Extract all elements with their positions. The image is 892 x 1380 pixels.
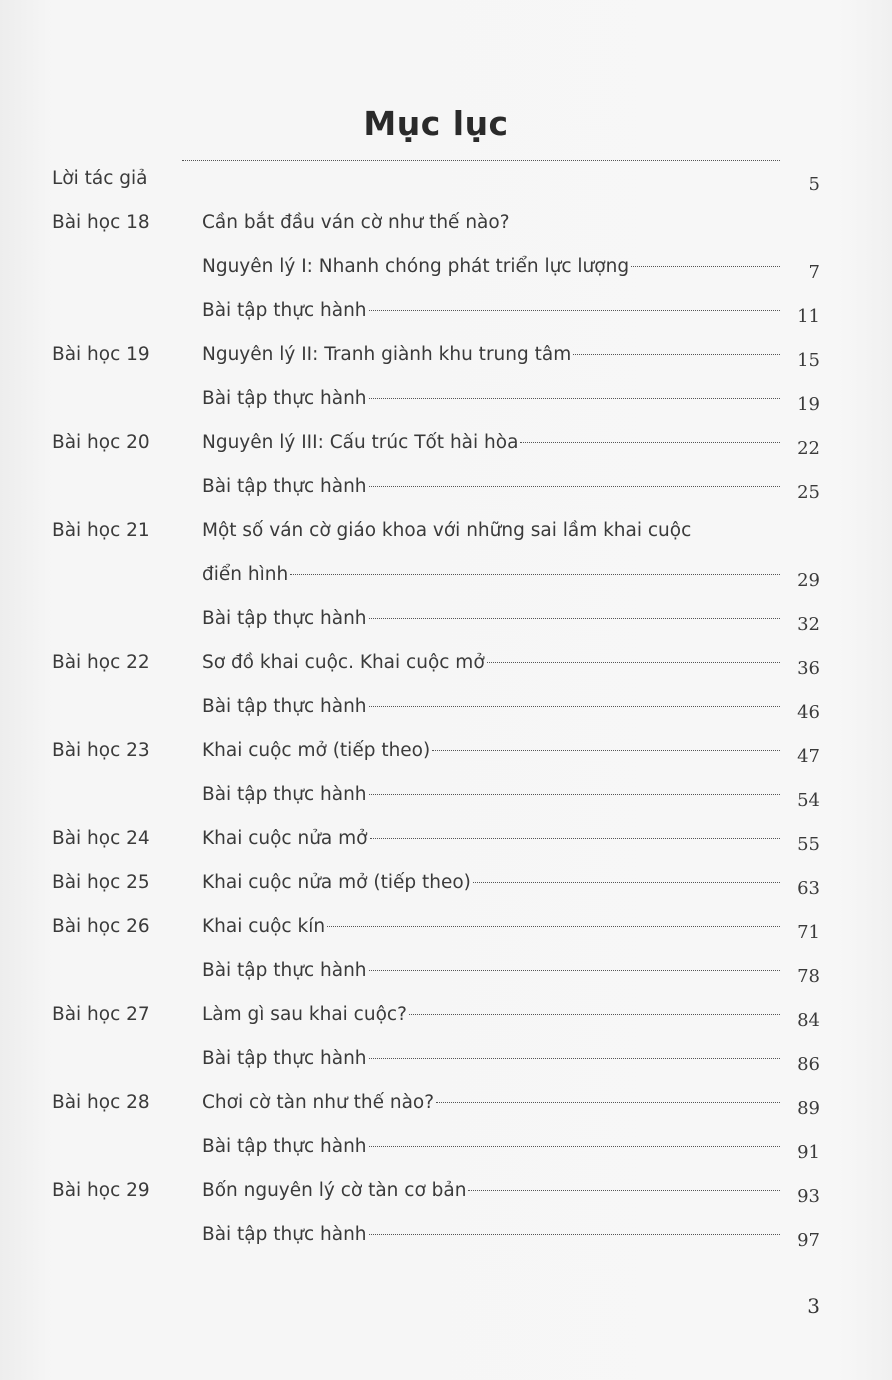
toc-row bbox=[0, 824, 892, 854]
toc-row bbox=[0, 428, 892, 458]
toc-entry bbox=[202, 1088, 782, 1118]
toc-row bbox=[0, 340, 892, 370]
dot-leader bbox=[327, 925, 780, 927]
toc-entry bbox=[202, 516, 782, 546]
toc-page-number: 36 bbox=[797, 658, 820, 679]
toc-page-number: 84 bbox=[797, 1010, 820, 1031]
toc-entry-title: Khai cuộc mở (tiếp theo) bbox=[202, 740, 431, 761]
page-number: 3 bbox=[807, 1294, 820, 1318]
toc-lesson-label: Bài học 21 bbox=[52, 520, 150, 541]
toc-entry-title: điển hình bbox=[202, 564, 289, 585]
dot-leader bbox=[573, 353, 780, 355]
toc-page-number: 47 bbox=[797, 746, 820, 767]
toc-entry bbox=[202, 560, 782, 590]
toc-entry-title: Làm gì sau khai cuộc? bbox=[202, 1004, 407, 1025]
toc-page-number: 78 bbox=[797, 966, 820, 987]
toc-page-number: 25 bbox=[797, 482, 820, 503]
toc-entry-title: Khai cuộc kín bbox=[202, 916, 326, 937]
toc-entry bbox=[180, 164, 782, 166]
toc-page-number: 55 bbox=[797, 834, 820, 855]
toc-entry bbox=[202, 340, 782, 370]
toc-lesson-label: Bài học 28 bbox=[52, 1092, 150, 1113]
toc-lesson-label: Bài học 24 bbox=[52, 828, 150, 849]
toc-row bbox=[0, 1000, 892, 1030]
dot-leader bbox=[369, 485, 780, 487]
dot-leader bbox=[487, 661, 780, 663]
toc-row bbox=[0, 780, 892, 810]
toc-page-number: 97 bbox=[797, 1230, 820, 1251]
toc-page-number: 89 bbox=[797, 1098, 820, 1119]
toc-row bbox=[0, 912, 892, 942]
toc-entry bbox=[202, 780, 782, 810]
toc-entry bbox=[202, 692, 782, 722]
toc-row bbox=[0, 1220, 892, 1250]
toc-row bbox=[0, 1088, 892, 1118]
toc-row bbox=[0, 956, 892, 986]
toc-entry bbox=[202, 868, 782, 898]
toc-entry bbox=[202, 208, 782, 238]
toc-entry bbox=[202, 1044, 782, 1074]
toc-entry bbox=[202, 956, 782, 986]
toc-entry-title: Bài tập thực hành bbox=[202, 784, 367, 805]
toc-entry-title: Chơi cờ tàn như thế nào? bbox=[202, 1092, 435, 1113]
toc-entry-title: Bài tập thực hành bbox=[202, 1136, 367, 1157]
toc-row bbox=[0, 384, 892, 414]
toc-page-number: 91 bbox=[797, 1142, 820, 1163]
dot-leader bbox=[369, 1145, 780, 1147]
toc-entry-title: Bài tập thực hành bbox=[202, 1048, 367, 1069]
dot-leader bbox=[468, 1189, 780, 1191]
toc-entry-title: Bài tập thực hành bbox=[202, 960, 367, 981]
toc-entry-title: Sơ đồ khai cuộc. Khai cuộc mở bbox=[202, 652, 485, 673]
toc-page-number: 29 bbox=[797, 570, 820, 591]
toc-entry-title: Bốn nguyên lý cờ tàn cơ bản bbox=[202, 1180, 467, 1201]
toc-entry bbox=[202, 384, 782, 414]
toc-lesson-label: Bài học 22 bbox=[52, 652, 150, 673]
toc-lesson-label: Bài học 27 bbox=[52, 1004, 150, 1025]
toc-entry-title: Cần bắt đầu ván cờ như thế nào? bbox=[202, 212, 510, 233]
toc-entry bbox=[202, 912, 782, 942]
toc-page-number: 32 bbox=[797, 614, 820, 635]
toc-row bbox=[0, 1176, 892, 1206]
dot-leader bbox=[369, 617, 780, 619]
toc-entry bbox=[202, 428, 782, 458]
toc-row bbox=[0, 1044, 892, 1074]
toc-lesson-label: Bài học 23 bbox=[52, 740, 150, 761]
toc-page-number: 11 bbox=[797, 306, 820, 327]
toc-lesson-label: Bài học 19 bbox=[52, 344, 150, 365]
page-title: Mục lục bbox=[363, 104, 509, 143]
dot-leader bbox=[520, 441, 780, 443]
dot-leader bbox=[436, 1101, 780, 1103]
dot-leader bbox=[369, 1233, 780, 1235]
toc-page-number: 5 bbox=[808, 174, 820, 195]
toc-lesson-label: Bài học 26 bbox=[52, 916, 150, 937]
toc-row bbox=[0, 1132, 892, 1162]
toc-page-number: 71 bbox=[797, 922, 820, 943]
toc-page-number: 93 bbox=[797, 1186, 820, 1207]
toc-page-number: 15 bbox=[797, 350, 820, 371]
toc-lesson-label: Bài học 18 bbox=[52, 212, 150, 233]
toc-entry bbox=[202, 296, 782, 326]
toc-page-number: 7 bbox=[808, 262, 820, 283]
toc-page-number: 19 bbox=[797, 394, 820, 415]
toc-row bbox=[0, 604, 892, 634]
toc-row bbox=[0, 472, 892, 502]
toc-row bbox=[0, 516, 892, 546]
toc-entry bbox=[202, 1220, 782, 1250]
toc-entry-title: Nguyên lý III: Cấu trúc Tốt hài hòa bbox=[202, 432, 519, 453]
toc-entry bbox=[202, 736, 782, 766]
dot-leader bbox=[369, 397, 780, 399]
dot-leader bbox=[370, 837, 781, 839]
toc-entry bbox=[202, 648, 782, 678]
toc-page-number: 22 bbox=[797, 438, 820, 459]
toc-row bbox=[0, 736, 892, 766]
toc-row bbox=[0, 692, 892, 722]
toc-entry bbox=[202, 604, 782, 634]
dot-leader bbox=[290, 573, 780, 575]
toc-row bbox=[0, 648, 892, 678]
dot-leader bbox=[631, 265, 780, 267]
toc-entry-title: Bài tập thực hành bbox=[202, 388, 367, 409]
toc-page-number: 86 bbox=[797, 1054, 820, 1075]
toc-page-number: 46 bbox=[797, 702, 820, 723]
dot-leader bbox=[369, 793, 780, 795]
toc-entry bbox=[202, 252, 782, 282]
toc-entry bbox=[202, 1132, 782, 1162]
dot-leader bbox=[369, 705, 780, 707]
toc-lesson-label: Bài học 20 bbox=[52, 432, 150, 453]
toc-lesson-label: Bài học 25 bbox=[52, 872, 150, 893]
toc-entry-title: Bài tập thực hành bbox=[202, 300, 367, 321]
toc-entry-title: Một số ván cờ giáo khoa với những sai lầm khai cuộc bbox=[202, 520, 692, 541]
toc-entry-title: Khai cuộc nửa mở bbox=[202, 828, 368, 849]
toc-entry-title: Nguyên lý I: Nhanh chóng phát triển lực lượng bbox=[202, 256, 630, 277]
dot-leader bbox=[473, 881, 780, 883]
toc-row bbox=[0, 164, 892, 194]
dot-leader bbox=[182, 159, 780, 161]
toc-entry-title: Bài tập thực hành bbox=[202, 696, 367, 717]
toc-row bbox=[0, 560, 892, 590]
toc-lesson-label: Bài học 29 bbox=[52, 1180, 150, 1201]
toc-entry bbox=[202, 472, 782, 502]
toc-entry bbox=[202, 1000, 782, 1030]
dot-leader bbox=[369, 969, 780, 971]
toc-entry-title: Bài tập thực hành bbox=[202, 608, 367, 629]
dot-leader bbox=[369, 309, 780, 311]
toc-entry-title: Nguyên lý II: Tranh giành khu trung tâm bbox=[202, 344, 572, 365]
dot-leader bbox=[432, 749, 780, 751]
toc-row bbox=[0, 208, 892, 238]
toc-entry-title: Bài tập thực hành bbox=[202, 476, 367, 497]
toc-row bbox=[0, 868, 892, 898]
toc-entry-title: Bài tập thực hành bbox=[202, 1224, 367, 1245]
toc-row bbox=[0, 296, 892, 326]
dot-leader bbox=[409, 1013, 780, 1015]
toc-page-number: 63 bbox=[797, 878, 820, 899]
toc-entry-title: Khai cuộc nửa mở (tiếp theo) bbox=[202, 872, 471, 893]
toc-entry bbox=[202, 824, 782, 854]
toc-row bbox=[0, 252, 892, 282]
toc-lesson-label: Lời tác giả bbox=[52, 168, 148, 189]
toc-page-number: 54 bbox=[797, 790, 820, 811]
dot-leader bbox=[369, 1057, 780, 1059]
toc-entry bbox=[202, 1176, 782, 1206]
